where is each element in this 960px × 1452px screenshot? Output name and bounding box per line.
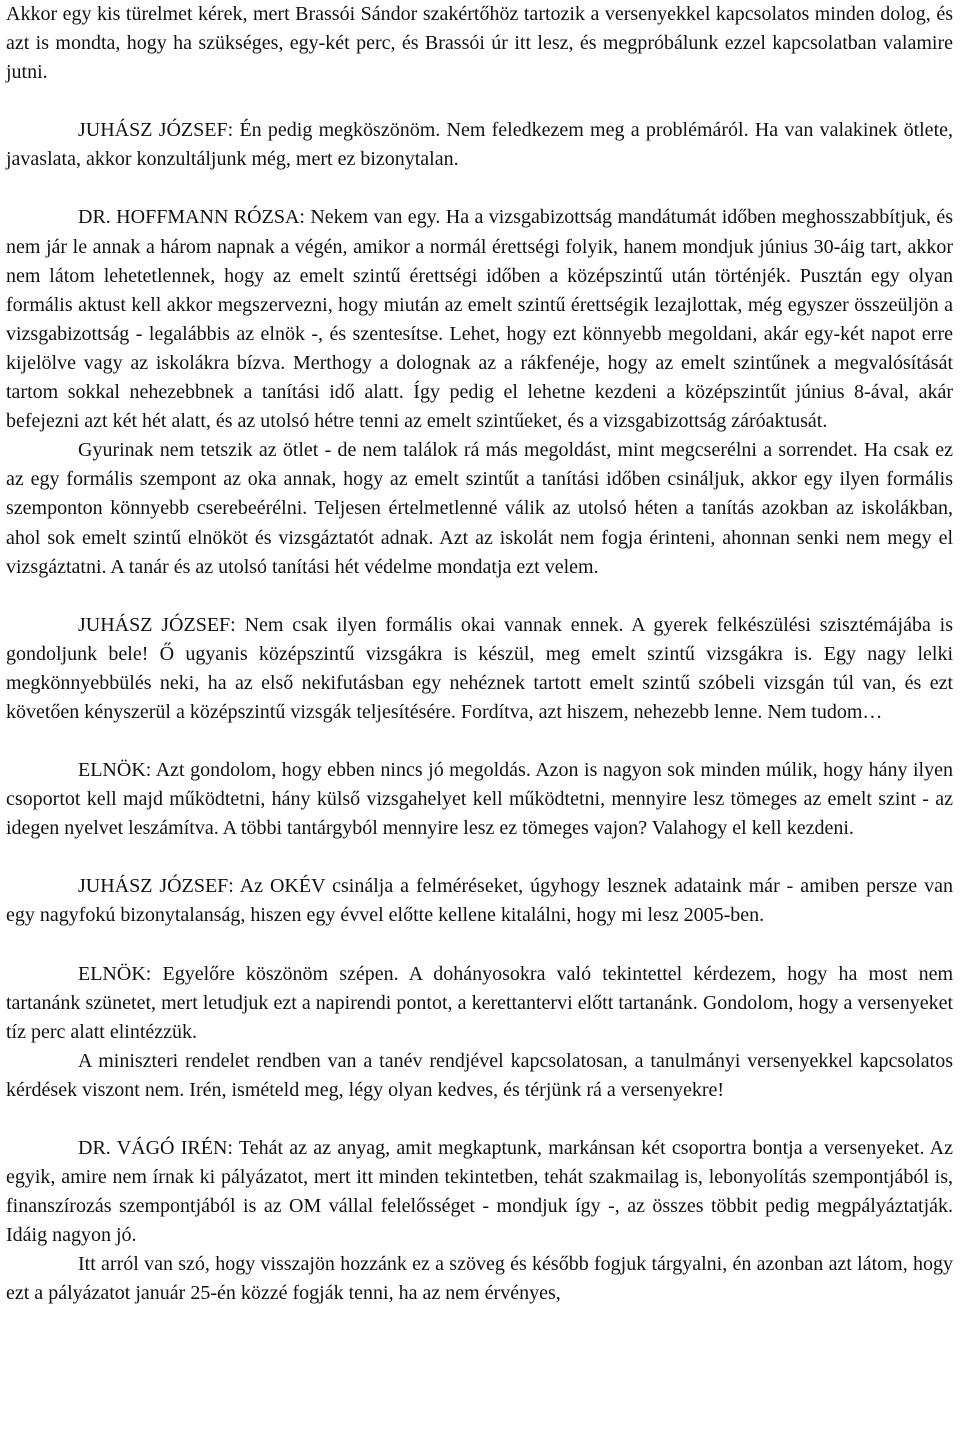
- paragraph-text: Egyelőre köszönöm szépen. A dohányosokra való tekintettel kérdezem, hogy ha most nem tartanánk szünetet, mert letudjuk ezt a napirendi pontot, a kerettantervi előtt tartanánk. Gondolom, hogy a versenyeket tíz perc alatt elintézzük.: [6, 962, 954, 1043]
- speaker-name: JUHÁSZ JÓZSEF:: [78, 119, 234, 142]
- paragraph: [6, 436, 953, 581]
- paragraph-text: Tehát az az anyag, amit megkaptunk, markánsan két csoportra bontja a versenyeket. Az egyik, amire nem írnak ki pályázatot, mert itt minden tekintetben, tehát szakmailag is, lebonyolítás szempontjából is, finanszírozás szempontjából is az OM vállal felelősséget - mondjuk így -, az összes többit pedig megpályáztatják. Idáig nagyon jó.: [6, 1137, 953, 1247]
- paragraph-text: Akkor egy kis türelmet kérek, mert Brassói Sándor szakértőhöz tartozik a versenyekkel kapcsolatos minden dolog, és azt is mondta, hogy ha szükséges, egy-két perc, és Brassói úr itt lesz, és megpróbálunk ezzel kapcsolatban valamire jutni.: [6, 3, 953, 84]
- paragraph-text: Én pedig megköszönöm. Nem feledkezem meg a problémáról. Ha van valakinek ötlete, javaslata, akkor konzultáljunk még, mert ez bizonytalan.: [6, 119, 953, 171]
- paragraph-text: Itt arról van szó, hogy visszajön hozzánk ez a szöveg és később fogjuk tárgyalni, én azonban azt látom, hogy ezt a pályázatot január 25-én közzé fogják tenni, ha az nem érvényes,: [6, 1253, 953, 1305]
- paragraph: [6, 1047, 953, 1105]
- paragraph-text: Az OKÉV csinálja a felméréseket, úgyhogy lesznek adataink már - amiben persze van egy nagyfokú bizonytalanság, hiszen egy évvel előtte kellene kitalálni, hogy mi lesz 2005-ben.: [6, 875, 953, 927]
- paragraph: [6, 203, 953, 436]
- paragraph: [6, 0, 953, 87]
- speaker-name: ELNÖK:: [78, 759, 152, 782]
- paragraph: [6, 872, 953, 930]
- speaker-name: JUHÁSZ JÓZSEF:: [78, 875, 234, 898]
- paragraph-text: Gyurinak nem tetszik az ötlet - de nem találok rá más megoldást, mint megcserélni a sorrendet. Ha csak ez az egy formális szempont az oka annak, hogy az emelt szintűt a tanítási időben csináljuk, akkor egy ilyen formális szemponton könnyebb cserebeérélni. Teljesen értelmetlenné válik az utolsó héten a tanítás azokban az iskolákban, ahol sok emelt szintű elnököt és vizsgáztatót adnak. Azt az iskolát nem fogja érinteni, ahonnan senki nem megy el vizsgáztatni. A tanár és az utolsó tanítási hét védelme mondatja ezt velem.: [6, 439, 953, 578]
- paragraph: [6, 611, 953, 727]
- paragraph: [6, 756, 953, 843]
- paragraph: [6, 1134, 953, 1250]
- paragraph: [6, 960, 953, 1047]
- paragraph: [6, 1250, 953, 1308]
- speaker-name: DR. HOFFMANN RÓZSA:: [78, 206, 305, 229]
- paragraph-text: Azt gondolom, hogy ebben nincs jó megoldás. Azon is nagyon sok minden múlik, hogy hány ilyen csoportot kell majd működtetni, hány külső vizsgahelyet kell működtetni, mennyire lesz tömeges az emelt szint - az idegen nyelvet leszámítva. A többi tantárgyból mennyire lesz ez tömeges vajon? Valahogy el kell kezdeni.: [6, 759, 953, 840]
- paragraph-text: Nem csak ilyen formális okai vannak ennek. A gyerek felkészülési szisztémájába is gondoljunk bele! Ő ugyanis középszintű vizsgákra is készül, meg emelt szintű vizsgákra is. Egy nagy lelki megkönnyebbülés neki, ha az első nekifutásban egy nehéznek tartott emelt szintű szóbeli vizsgán túl van, és ezt követően kényszerül a középszintű vizsgák teljesítésére. Fordítva, azt hiszem, nehezebb lenne. Nem tudom…: [6, 613, 953, 723]
- speaker-name: DR. VÁGÓ IRÉN:: [78, 1137, 233, 1159]
- speaker-name: ELNÖK:: [78, 962, 152, 985]
- paragraph-text: Nekem van egy. Ha a vizsgabizottság mandátumát időben meghosszabbítjuk, és nem jár le annak a három napnak a végén, amikor a normál érettségi folyik, hanem mondjuk június 30-áig tart, akkor nem látom lehetetlennek, hogy az emelt szintű érettségi időben a középszintű után történjék. Pusztán egy olyan formális aktust kell akkor megszervezni, hogy miután az emelt szintű érettségik lezajlottak, még egyszer összeüljön a vizsgabizottság - legalábbis az elnök -, és szentesítse. Lehet, hogy ezt könnyebb megoldani, akár egy-két napot erre kijelölve vagy az iskolákra bízva. Merthogy a dolognak az a rákfenéje, hogy az emelt szintűnek a megvalósítását tartom sokkal nehezebbnek a tanítási idő alatt. Így pedig el lehetne kezdeni a középszintűt június 8-ával, akár befejezni azt két hét alatt, és az utolsó hétre tenni az emelt szintűeket, és a vizsgabizottság záróaktusát.: [6, 206, 954, 433]
- paragraph-text: A miniszteri rendelet rendben van a tanév rendjével kapcsolatosan, a tanulmányi versenyekkel kapcsolatos kérdések viszont nem. Irén, ismételd meg, légy olyan kedves, és térjünk rá a versenyekre!: [6, 1049, 953, 1101]
- speaker-name: JUHÁSZ JÓZSEF:: [78, 613, 236, 636]
- paragraph: [6, 116, 953, 174]
